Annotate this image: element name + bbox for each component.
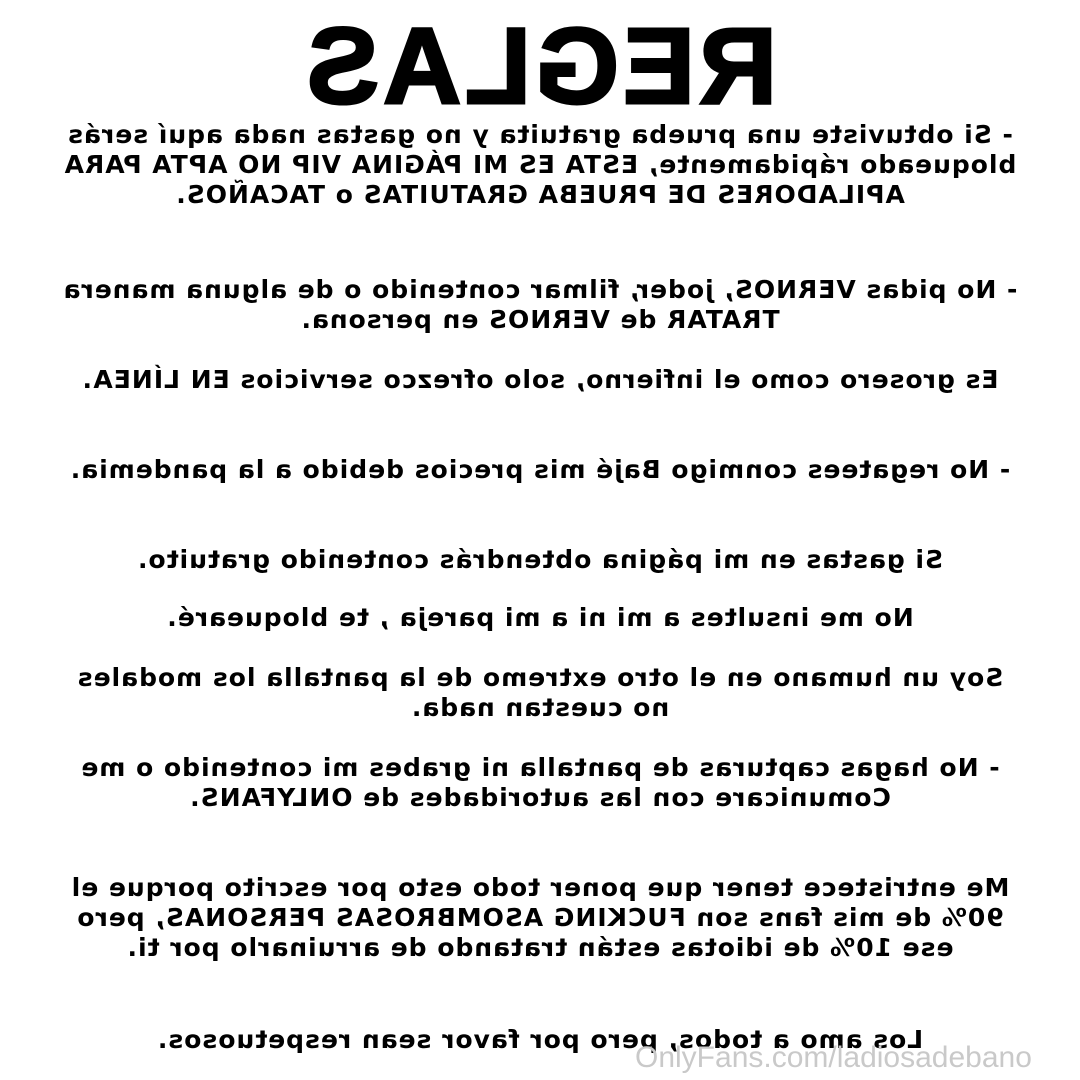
rule-item: Me entristece tener que poner todo esto por escrito porque el 90% de mis fans son FUCKING ASOMBROSAS PERSONAS, pero ese 10% de idiotas están tratando de arruinarlo por ti.	[70, 873, 1010, 962]
rule-item: - No pidas VERNOS, joder, filmar contenido o de alguna manera TRATAR de VERNOS en persona.	[62, 275, 1018, 334]
watermark-text: OnlyFans.com/ladiosadebano	[635, 1041, 1032, 1074]
rule-item: - Si obtuviste una prueba gratuita y no gastas nada aquí serás bloqueado rápidamente, ESTA ES MI PÁGINA VIP NO APTA PARA APILADORES DE PRUEBA GRATUITAS o TACAÑOS.	[63, 120, 1017, 209]
rule-item: Es grosero como el infierno, solo ofrezco servicios EN LÍNEA.	[81, 365, 999, 394]
rule-item: No me insultes a mi ni a mi pareja , te bloquearé.	[166, 603, 914, 632]
rule-item: - No hagas capturas de pantalla ni grabes mi contenido o me Comunicare con las autoridades de ONLYFANS.	[80, 753, 1000, 812]
rule-item: Si gastas en mi página obtendrás contenido gratuito.	[136, 545, 944, 574]
rule-item: Los amo a todos, pero por favor sean respetuosos.	[156, 1025, 924, 1054]
rule-item: Soy un humano en el otro extremo de la pantalla los modales no cuestan nada.	[76, 663, 1004, 722]
rule-item: - No regatees conmigo Bajé mis precios debido a la pandemia.	[69, 455, 1011, 484]
page-title: REGLAS	[302, 5, 778, 126]
